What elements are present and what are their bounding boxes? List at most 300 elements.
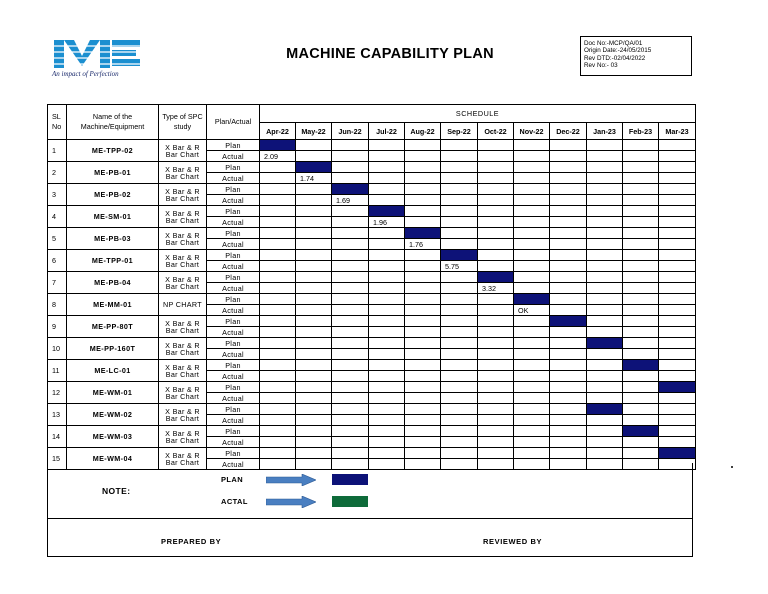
plan-cell: [369, 448, 405, 459]
actual-cell: [587, 261, 623, 272]
actual-cell: [260, 173, 296, 184]
actual-cell: [550, 371, 587, 382]
plan-cell: [623, 250, 659, 261]
actual-cell: [587, 415, 623, 426]
plan-cell: [550, 294, 587, 305]
actual-cell: [659, 195, 696, 206]
plan-cell: [260, 404, 296, 415]
spc-type: X Bar & R Bar Chart: [159, 360, 207, 382]
actual-cell: [441, 349, 478, 360]
plan-bar: [405, 228, 441, 239]
actual-cell: [478, 151, 514, 162]
actual-cell: [441, 327, 478, 338]
machine-name: ME-LC-01: [67, 360, 159, 382]
legend-plan-label: PLAN: [221, 475, 244, 484]
actual-cell: [514, 151, 550, 162]
actual-value: 1.69: [332, 195, 369, 206]
sl-cell: 2: [48, 162, 67, 184]
sl-cell: 6: [48, 250, 67, 272]
plan-cell: [550, 184, 587, 195]
actual-label: Actual: [207, 305, 260, 316]
plan-cell: [587, 206, 623, 217]
plan-cell: [405, 206, 441, 217]
actual-cell: [659, 173, 696, 184]
spc-type: X Bar & R Bar Chart: [159, 162, 207, 184]
signature-section: [47, 519, 693, 557]
actual-cell: [514, 195, 550, 206]
plan-cell: [659, 294, 696, 305]
plan-cell: [587, 360, 623, 371]
plan-label: Plan: [207, 206, 260, 217]
sl-cell: 4: [48, 206, 67, 228]
plan-cell: [550, 250, 587, 261]
spc-type: X Bar & R Bar Chart: [159, 272, 207, 294]
table-row: [48, 184, 696, 195]
plan-cell: [514, 184, 550, 195]
revision-date: Rev DTD:-02/04/2022: [584, 54, 646, 62]
plan-cell: [587, 448, 623, 459]
actual-cell: [623, 261, 659, 272]
plan-label: Plan: [207, 382, 260, 393]
prepared-by-label: PREPARED BY: [161, 537, 222, 546]
plan-cell: [550, 162, 587, 173]
actual-cell: [623, 151, 659, 162]
plan-cell: [332, 206, 369, 217]
plan-cell: [260, 294, 296, 305]
plan-cell: [550, 140, 587, 151]
month-header: Nov-22: [514, 123, 550, 140]
plan-cell: [514, 426, 550, 437]
actual-cell: [296, 261, 332, 272]
actual-cell: [369, 195, 405, 206]
actual-cell: [623, 173, 659, 184]
actual-cell: [296, 393, 332, 404]
plan-bar: [296, 162, 332, 173]
actual-cell: [296, 217, 332, 228]
spc-type: X Bar & R Bar Chart: [159, 140, 207, 162]
plan-cell: [369, 228, 405, 239]
plan-cell: [296, 426, 332, 437]
logo-tagline: An impact of Perfection: [52, 70, 119, 78]
month-header: Jun-22: [332, 123, 369, 140]
actual-cell: [623, 195, 659, 206]
plan-cell: [332, 382, 369, 393]
plan-cell: [659, 338, 696, 349]
actual-cell: [332, 239, 369, 250]
actual-cell: [550, 305, 587, 316]
actual-cell: [587, 349, 623, 360]
actual-cell: [623, 305, 659, 316]
plan-cell: [369, 316, 405, 327]
plan-cell: [478, 426, 514, 437]
actual-cell: [550, 349, 587, 360]
actual-cell: [659, 371, 696, 382]
plan-cell: [296, 316, 332, 327]
actual-cell: [405, 195, 441, 206]
plan-cell: [441, 448, 478, 459]
plan-label: Plan: [207, 404, 260, 415]
machine-name: ME-PP-80T: [67, 316, 159, 338]
actual-cell: [623, 393, 659, 404]
month-header: Mar-23: [659, 123, 696, 140]
plan-cell: [405, 448, 441, 459]
plan-cell: [478, 206, 514, 217]
actual-value: 2.09: [260, 151, 296, 162]
plan-cell: [405, 382, 441, 393]
machine-name: ME-WM-01: [67, 382, 159, 404]
plan-cell: [441, 184, 478, 195]
actual-value: 1.96: [369, 217, 405, 228]
actual-cell: [260, 437, 296, 448]
plan-cell: [550, 382, 587, 393]
table-row: [48, 338, 696, 349]
actual-cell: [260, 305, 296, 316]
plan-bar: [623, 426, 659, 437]
plan-cell: [369, 382, 405, 393]
actual-cell: [514, 239, 550, 250]
actual-cell: [405, 371, 441, 382]
month-header: Sep-22: [441, 123, 478, 140]
sl-cell: 5: [48, 228, 67, 250]
plan-cell: [441, 382, 478, 393]
actual-cell: [296, 327, 332, 338]
actual-cell: [296, 437, 332, 448]
actual-cell: [550, 261, 587, 272]
plan-cell: [659, 426, 696, 437]
spc-type: X Bar & R Bar Chart: [159, 184, 207, 206]
actual-cell: [659, 261, 696, 272]
actual-cell: [550, 415, 587, 426]
actual-cell: [514, 349, 550, 360]
plan-bar: [478, 272, 514, 283]
actual-cell: [369, 393, 405, 404]
plan-cell: [587, 250, 623, 261]
sl-cell: 11: [48, 360, 67, 382]
plan-bar: [514, 294, 550, 305]
actual-cell: [478, 415, 514, 426]
plan-cell: [623, 404, 659, 415]
actual-color-swatch: [332, 496, 368, 507]
plan-cell: [332, 162, 369, 173]
actual-cell: [659, 151, 696, 162]
actual-label: Actual: [207, 327, 260, 338]
plan-cell: [623, 316, 659, 327]
page-title: MACHINE CAPABILITY PLAN: [286, 46, 494, 62]
plan-cell: [659, 184, 696, 195]
plan-cell: [550, 206, 587, 217]
plan-cell: [550, 360, 587, 371]
machine-name: ME-WM-02: [67, 404, 159, 426]
plan-bar: [332, 184, 369, 195]
plan-cell: [296, 404, 332, 415]
machine-name: ME-PB-03: [67, 228, 159, 250]
actual-cell: [332, 151, 369, 162]
actual-cell: [332, 437, 369, 448]
actual-cell: [405, 327, 441, 338]
spc-type: X Bar & R Bar Chart: [159, 382, 207, 404]
plan-cell: [514, 338, 550, 349]
actual-cell: [441, 151, 478, 162]
plan-cell: [260, 228, 296, 239]
plan-cell: [441, 272, 478, 283]
plan-cell: [623, 294, 659, 305]
actual-cell: [332, 349, 369, 360]
actual-cell: [296, 415, 332, 426]
plan-cell: [623, 140, 659, 151]
plan-cell: [659, 162, 696, 173]
actual-label: Actual: [207, 371, 260, 382]
actual-cell: [369, 261, 405, 272]
actual-arrow-icon: [266, 496, 316, 508]
plan-bar: [587, 404, 623, 415]
plan-label: Plan: [207, 316, 260, 327]
plan-cell: [514, 250, 550, 261]
actual-label: Actual: [207, 239, 260, 250]
plan-cell: [478, 338, 514, 349]
machine-header: Name of the Machine/Equipment: [67, 105, 159, 140]
plan-cell: [332, 360, 369, 371]
table-row: [48, 206, 696, 217]
plan-cell: [587, 140, 623, 151]
plan-label: Plan: [207, 250, 260, 261]
actual-cell: [296, 349, 332, 360]
actual-value: 5.75: [441, 261, 478, 272]
machine-name: ME-TPP-01: [67, 250, 159, 272]
actual-cell: [514, 327, 550, 338]
actual-cell: [441, 217, 478, 228]
plan-cell: [478, 140, 514, 151]
plan-cell: [550, 426, 587, 437]
plan-cell: [587, 228, 623, 239]
actual-label: Actual: [207, 261, 260, 272]
actual-cell: [623, 437, 659, 448]
actual-cell: [369, 371, 405, 382]
sl-cell: 12: [48, 382, 67, 404]
plan-cell: [514, 272, 550, 283]
actual-cell: [405, 261, 441, 272]
actual-cell: [441, 305, 478, 316]
actual-cell: [514, 217, 550, 228]
actual-cell: [369, 415, 405, 426]
type-header: Type of SPC study: [159, 105, 207, 140]
actual-cell: [623, 239, 659, 250]
actual-cell: [441, 371, 478, 382]
table-row: [48, 316, 696, 327]
plan-cell: [441, 426, 478, 437]
actual-cell: [332, 217, 369, 228]
actual-cell: [659, 239, 696, 250]
actual-cell: [587, 195, 623, 206]
actual-cell: [478, 393, 514, 404]
actual-value: OK: [514, 305, 550, 316]
plan-cell: [514, 206, 550, 217]
table-row: [48, 448, 696, 459]
actual-value: 1.74: [296, 173, 332, 184]
plan-cell: [405, 250, 441, 261]
plan-cell: [623, 228, 659, 239]
actual-cell: [332, 283, 369, 294]
plan-cell: [369, 294, 405, 305]
plan-cell: [623, 272, 659, 283]
table-row: [48, 162, 696, 173]
actual-cell: [441, 437, 478, 448]
plan-cell: [405, 184, 441, 195]
plan-cell: [369, 426, 405, 437]
plan-cell: [659, 404, 696, 415]
actual-label: Actual: [207, 173, 260, 184]
plan-bar: [260, 140, 296, 151]
plan-cell: [405, 404, 441, 415]
actual-label: Actual: [207, 283, 260, 294]
plan-cell: [514, 228, 550, 239]
plan-cell: [296, 250, 332, 261]
month-header: Jul-22: [369, 123, 405, 140]
plan-label: Plan: [207, 338, 260, 349]
sl-cell: 14: [48, 426, 67, 448]
plan-cell: [296, 382, 332, 393]
plan-cell: [405, 162, 441, 173]
plan-cell: [514, 140, 550, 151]
actual-cell: [441, 283, 478, 294]
actual-cell: [441, 173, 478, 184]
plan-cell: [514, 162, 550, 173]
plan-cell: [260, 426, 296, 437]
actual-cell: [587, 283, 623, 294]
actual-cell: [514, 415, 550, 426]
plan-cell: [478, 228, 514, 239]
spc-type: X Bar & R Bar Chart: [159, 206, 207, 228]
actual-cell: [332, 371, 369, 382]
actual-cell: [478, 349, 514, 360]
plan-cell: [260, 250, 296, 261]
plan-cell: [369, 162, 405, 173]
sl-cell: 15: [48, 448, 67, 470]
plan-actual-header: Plan/Actual: [207, 105, 260, 140]
plan-cell: [478, 316, 514, 327]
actual-cell: [514, 393, 550, 404]
actual-cell: [405, 349, 441, 360]
plan-cell: [405, 294, 441, 305]
plan-bar: [659, 382, 696, 393]
plan-cell: [369, 338, 405, 349]
table-row: [48, 250, 696, 261]
actual-cell: [478, 327, 514, 338]
actual-cell: [659, 349, 696, 360]
plan-cell: [478, 250, 514, 261]
actual-cell: [550, 283, 587, 294]
plan-cell: [441, 162, 478, 173]
plan-bar: [659, 448, 696, 459]
actual-cell: [260, 393, 296, 404]
table-row: [48, 382, 696, 393]
stray-dot: [731, 466, 733, 468]
plan-bar: [441, 250, 478, 261]
actual-cell: [260, 415, 296, 426]
plan-cell: [369, 272, 405, 283]
plan-cell: [514, 382, 550, 393]
spc-type: X Bar & R Bar Chart: [159, 316, 207, 338]
machine-name: ME-PB-01: [67, 162, 159, 184]
plan-cell: [659, 206, 696, 217]
plan-cell: [332, 272, 369, 283]
spc-type: X Bar & R Bar Chart: [159, 448, 207, 470]
machine-name: ME-PB-02: [67, 184, 159, 206]
actual-cell: [514, 371, 550, 382]
plan-cell: [478, 360, 514, 371]
plan-cell: [405, 140, 441, 151]
actual-cell: [659, 283, 696, 294]
plan-cell: [260, 448, 296, 459]
actual-cell: [478, 239, 514, 250]
plan-cell: [405, 338, 441, 349]
spc-type: X Bar & R Bar Chart: [159, 338, 207, 360]
actual-cell: [659, 437, 696, 448]
actual-cell: [623, 371, 659, 382]
actual-cell: [623, 415, 659, 426]
plan-cell: [260, 272, 296, 283]
plan-label: Plan: [207, 294, 260, 305]
sl-cell: 3: [48, 184, 67, 206]
plan-cell: [587, 184, 623, 195]
actual-cell: [587, 173, 623, 184]
plan-cell: [659, 272, 696, 283]
sl-header: SL No: [48, 105, 67, 140]
actual-cell: [659, 217, 696, 228]
plan-cell: [623, 338, 659, 349]
actual-cell: [659, 393, 696, 404]
sl-cell: 13: [48, 404, 67, 426]
plan-cell: [514, 404, 550, 415]
spc-type: X Bar & R Bar Chart: [159, 404, 207, 426]
actual-cell: [659, 415, 696, 426]
actual-cell: [332, 393, 369, 404]
plan-cell: [369, 184, 405, 195]
actual-cell: [623, 327, 659, 338]
actual-cell: [623, 217, 659, 228]
actual-label: Actual: [207, 459, 260, 470]
actual-cell: [587, 151, 623, 162]
actual-cell: [260, 261, 296, 272]
plan-cell: [405, 316, 441, 327]
actual-cell: [587, 393, 623, 404]
note-label: NOTE:: [102, 486, 131, 496]
plan-cell: [587, 316, 623, 327]
plan-cell: [296, 294, 332, 305]
plan-label: Plan: [207, 228, 260, 239]
actual-cell: [478, 261, 514, 272]
machine-name: ME-SM-01: [67, 206, 159, 228]
plan-cell: [623, 206, 659, 217]
actual-cell: [405, 173, 441, 184]
capability-plan-table: [47, 104, 696, 470]
plan-cell: [369, 250, 405, 261]
actual-cell: [369, 327, 405, 338]
plan-cell: [441, 338, 478, 349]
plan-cell: [441, 404, 478, 415]
actual-cell: [369, 239, 405, 250]
plan-cell: [514, 316, 550, 327]
plan-cell: [587, 294, 623, 305]
plan-cell: [659, 316, 696, 327]
plan-cell: [514, 360, 550, 371]
spc-type: X Bar & R Bar Chart: [159, 228, 207, 250]
actual-value: 1.76: [405, 239, 441, 250]
sl-cell: 1: [48, 140, 67, 162]
month-header: Oct-22: [478, 123, 514, 140]
plan-cell: [659, 228, 696, 239]
plan-cell: [332, 338, 369, 349]
actual-cell: [514, 437, 550, 448]
